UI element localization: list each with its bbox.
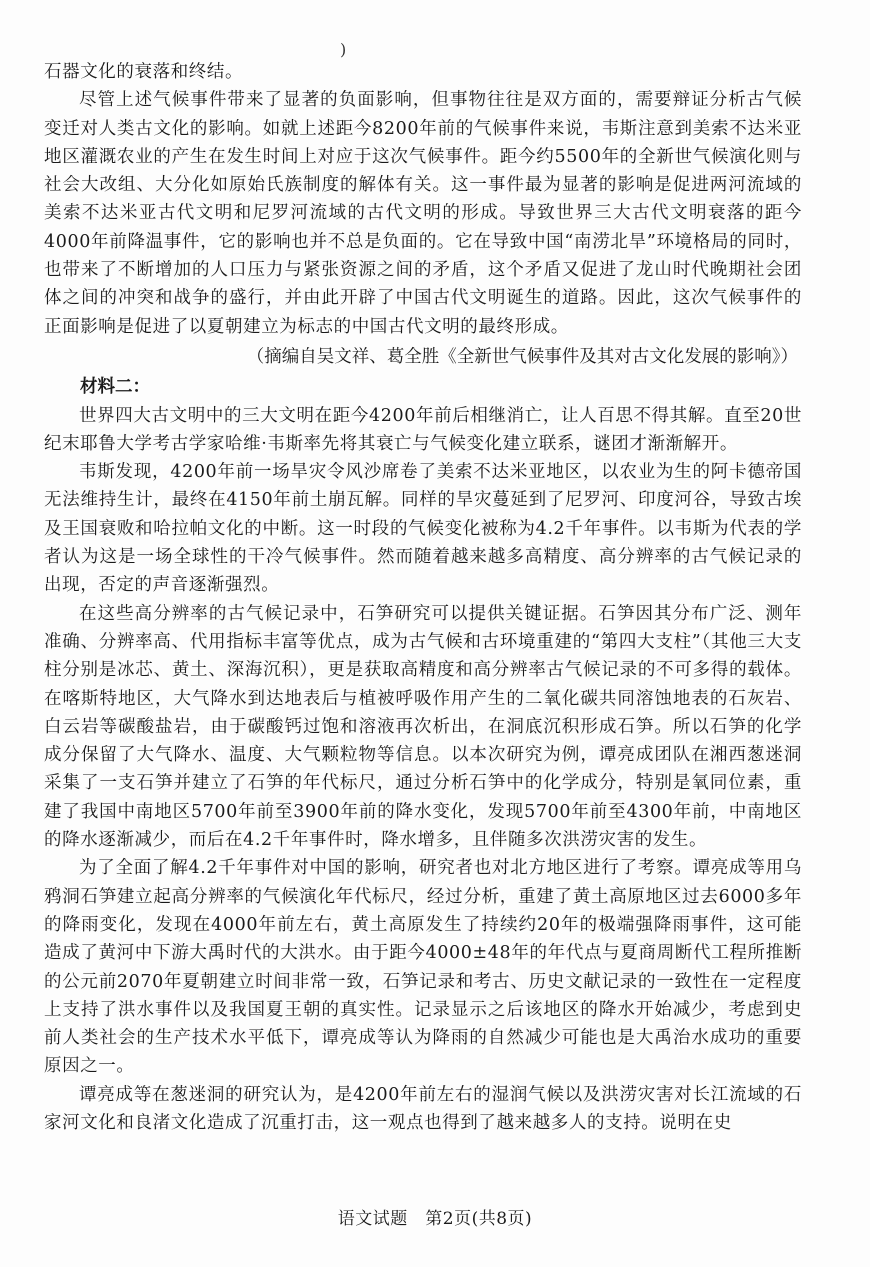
paragraph-weiss-discovery: 韦斯发现，4200年前一场旱灾令风沙席卷了美索不达米亚地区，以农业为生的阿卡德帝国无法维持生计，最终在4150年前土崩瓦解。同样的旱灾蔓延到了尼罗河、印度河谷，导致古埃及王国衰败和哈拉帕文化的中断。这一时段的气候变化被称为4.2千年事件。以韦斯为代表的学者认为这是一场全球性的干冷气候事件。然而随着越来越多高精度、高分辨率的古气候记录的出现，否定的声音逐渐强烈。 [44,462,802,596]
page-content [44,58,802,1137]
paragraph-dialectical-analysis: 尽管上述气候事件带来了显著的负面影响，但事物往往是双方面的，需要辩证分析古气候变迁对人类古文化的影响。如就上述距今8200年前的气候事件来说，韦斯注意到美索不达米亚地区灌溉农业的产生在发生时间上对应于这次气候事件。距今约5500年的全新世气候演化则与社会大改组、大分化如原始氏族制度的解体有关。这一事件最为显著的影响是促进两河流域的美索不达米亚古代文明和尼罗河流域的古代文明的形成。导致世界三大古代文明衰落的距今4000年前降温事件，它的影响也并不总是负面的。它在导致中国“南涝北旱”环境格局的同时，也带来了不断增加的人口压力与紧张资源之间的矛盾，这个矛盾又促进了龙山时代晚期社会团体之间的冲突和战争的盛行，并由此开辟了中国古代文明诞生的道路。因此，这次气候事件的正面影响是促进了以夏朝建立为标志的中国古代文明的最终形成。 [44,90,802,337]
paragraph-yangtze-cultures: 谭亮成等在葱迷洞的研究认为，是4200年前左右的湿润气候以及洪涝灾害对长江流域的石家河文化和良渚文化造成了沉重打击，这一观点也得到了越来越多人的支持。说明在史 [44,1084,802,1133]
material-two-heading: 材料二： [80,377,150,398]
scan-mark: ) [340,40,347,59]
source-citation: （摘编自吴文祥、葛全胜《全新世气候事件及其对古文化发展的影响》） [246,346,798,367]
page-footer: 语文试题 第2页(共8页) [337,1209,533,1229]
paragraph-continuation: 石器文化的衰落和终结。 [44,62,244,82]
paragraph-four-civilizations: 世界四大古文明中的三大文明在距今4200年前后相继消亡，让人百思不得其解。直至20世纪末耶鲁大学考古学家哈维·韦斯率先将其衰亡与气候变化建立联系，谜团才渐渐解开。 [44,405,802,454]
paragraph-northern-region: 为了全面了解4.2千年事件对中国的影响，研究者也对北方地区进行了考察。谭亮成等用乌鸦洞石笋建立起高分辨率的气候演化年代标尺，经过分析，重建了黄土高原地区过去6000多年的降雨变化，发现在4000年前左右，黄土高原发生了持续约20年的极端强降雨事件，这可能造成了黄河中下游大禹时代的大洪水。由于距今4000±48年的年代点与夏商周断代工程所推断的公元前2070年夏朝建立时间非常一致，石笋记录和考古、历史文献记录的一致性在一定程度上支持了洪水事件以及我国夏王朝的真实性。记录显示之后该地区的降水开始减少，考虑到史前人类社会的生产技术水平低下，谭亮成等认为降雨的自然减少可能也是大禹治水成功的重要原因之一。 [44,858,802,1077]
paragraph-stalagmite-research: 在这些高分辨率的古气候记录中，石笋研究可以提供关键证据。石笋因其分布广泛、测年准确、分辨率高、代用指标丰富等优点，成为古气候和古环境重建的“第四大支柱”（其他三大支柱分别是冰芯、黄土、深海沉积），更是获取高精度和高分辨率古气候记录的不可多得的载体。在喀斯特地区，大气降水到达地表后与植被呼吸作用产生的二氧化碳共同溶蚀地表的石灰岩、白云岩等碳酸盐岩，由于碳酸钙过饱和溶液再次析出，在洞底沉积形成石笋。所以石笋的化学成分保留了大气降水、温度、大气颗粒物等信息。以本次研究为例，谭亮成团队在湘西葱迷洞采集了一支石笋并建立了石笋的年代标尺，通过分析石笋中的化学成分，特别是氧同位素，重建了我国中南地区5700年前至3900年前的降水变化，发现5700年前至4300年前，中南地区的降水逐渐减少，而后在4.2千年事件时，降水增多，且伴随多次洪涝灾害的发生。 [44,603,802,851]
